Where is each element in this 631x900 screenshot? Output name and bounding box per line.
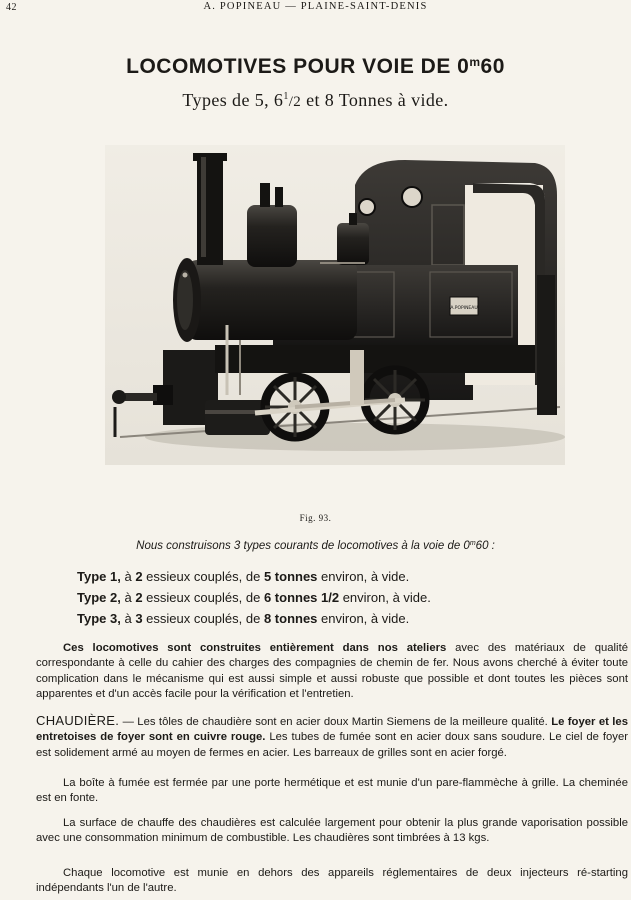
paragraph-chaudiere: [36, 713, 628, 761]
type-axles: 2: [135, 590, 143, 605]
paragraph-lead-bold: Ces locomotives sont construites entièrement dans nos ateliers: [63, 642, 447, 654]
intro-after: 60 :: [475, 540, 495, 552]
subtitle-frac-num: 1: [283, 91, 289, 102]
type-text: essieux couplés, de: [142, 611, 264, 626]
type-axles: 2: [135, 569, 143, 584]
title-main: LOCOMOTIVES POUR VOIE DE 0: [126, 55, 470, 78]
type-line: [77, 608, 431, 629]
type-label: Type 3,: [77, 611, 121, 626]
type-text: essieux couplés, de: [142, 569, 264, 584]
figure-caption: Fig. 93.: [299, 513, 332, 523]
paragraph-text: La boîte à fumée est fermée par une porte hermétique et est munie d'un pare-flammèche à grille. La cheminée est en fonte.: [36, 777, 628, 805]
section-heading: CHAUDIÈRE.: [36, 713, 120, 728]
type-tons: 6 tonnes 1/2: [263, 590, 340, 605]
page-number: 42: [6, 2, 17, 13]
page-title: [0, 55, 631, 79]
type-text: environ, à vide.: [339, 590, 431, 605]
type-text: à: [120, 590, 136, 605]
subtitle-before: Types de 5, 6: [182, 90, 284, 110]
type-text: à: [120, 569, 136, 584]
paragraph-text: — Les tôles de chaudière sont en acier doux Martin Siemens de la meilleure qualité.: [119, 716, 552, 728]
paragraph-injecteurs: [36, 866, 628, 897]
paragraph-text: La surface de chauffe des chaudières est calculée largement pour obtenir la plus grande vaporisation possible avec une consommation minimum de combustible. Les chaudières sont timbrées à 13 kgs.: [36, 817, 628, 845]
type-text: essieux couplés, de: [142, 590, 264, 605]
page-subtitle: [0, 90, 631, 111]
type-list: [77, 566, 431, 629]
paragraph-construction: [36, 641, 628, 703]
plate-text: A.POPINEAU: [450, 306, 478, 311]
subtitle-frac-den: /2: [288, 94, 302, 110]
type-axles: 3: [135, 611, 143, 626]
running-head: A. POPINEAU — PLAINE-SAINT-DENIS: [203, 1, 428, 12]
locomotive-photo: [105, 145, 565, 465]
type-text: environ, à vide.: [317, 611, 410, 626]
intro-sup: m: [469, 540, 476, 547]
type-tons: 5 tonnes: [263, 569, 318, 584]
type-text: environ, à vide.: [317, 569, 410, 584]
paragraph-text: avec des matériaux de qualité correspondante à celle du cahier des charges des compagnies de chemin de fer. Nous avons cherché à éviter toute complication dans le mécanisme qui est aussi simple et aussi robuste que possible et dont toutes les pièces sont apparentes et d'un accès facile pour la vérification et l'entretien.: [36, 642, 628, 701]
title-unit-tail: 60: [480, 55, 505, 78]
type-label: Type 2,: [77, 590, 121, 605]
title-unit-sup: m: [469, 55, 481, 69]
paragraph-text: Chaque locomotive est munie en dehors des appareils réglementaires de deux injecteurs ré-starting indépendants l'un de l'autre.: [36, 867, 628, 895]
paragraph-surface-chauffe: [36, 816, 628, 847]
paragraph-bold: Le foyer et les entretoises de foyer sont en cuivre rouge.: [36, 716, 628, 744]
type-text: à: [120, 611, 136, 626]
subtitle-after: et 8 Tonnes à vide.: [301, 90, 449, 110]
paragraph-boite-fumee: [36, 776, 628, 807]
type-tons: 8 tonnes: [263, 611, 318, 626]
paragraph-text: Les tubes de fumée sont en acier doux sans soudure. Le ciel de foyer est solidement armé au moyen de fermes en acier. Les barreaux de grilles sont en acier forgé.: [36, 731, 628, 759]
type-line: [77, 566, 431, 587]
type-line: [77, 587, 431, 608]
intro-before: Nous construisons 3 types courants de locomotives à la voie de 0: [136, 540, 470, 552]
type-label: Type 1,: [77, 569, 121, 584]
intro-line: [0, 540, 631, 552]
